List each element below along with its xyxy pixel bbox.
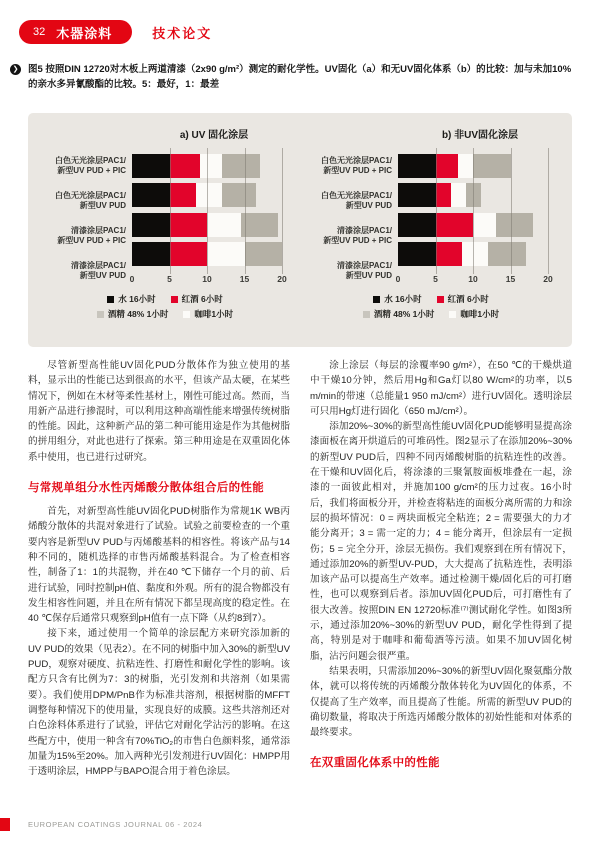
- legend-item: [107, 293, 155, 305]
- body-paragraph: 涂上涂层（每层的涂覆率90 g/m²），在50 ℃的干燥烘道中干燥10分钟，然后用Hg和Ga灯以80 W/cm²的功率，以5 m/min的带速（总能量1 950 mJ/cm²）进行UV固化。透明涂层可只用Hg灯进行固化（650 mJ/cm²）。: [310, 360, 572, 417]
- bar-segment: [132, 242, 170, 266]
- legend-item: [373, 293, 421, 305]
- plot-area: [395, 148, 553, 288]
- bar-segment: [170, 213, 208, 237]
- legend-item: [183, 308, 233, 320]
- axis-tick-label: 0: [129, 273, 135, 284]
- bar-segment: [398, 242, 436, 266]
- gridline: [245, 148, 246, 274]
- legend-item: [437, 293, 489, 305]
- category-axis: [298, 148, 398, 288]
- body-paragraph: 添加20%~30%的新型高性能UV固化PUD能够明显提高涂漆面板在离开烘道后的可堆码性。图2显示了在添加20%~30%的新型UV PUD后，四种不同丙烯酸树脂的抗粘连性的改善。在干燥和UV固化后，将涂漆的三聚氰胺面板堆叠在一起，涂漆的一面彼此相对，并施加100 g/cm²的压力过夜。16小时后，我们将面板分开，并检查将粘连的面板分离所需的力和涂层的损坏情况：0 = 两块面板完全粘连；2 = 需要强大的力才能分离开；3 = 需一定的力；4 = 能分离开，但涂层有一定损伤；5 = 完全分开，涂层无损伤。我们观察到在所有情况下，通过添加20%的新型UV-PUD，大大提高了抗粘连性，表明添加该产品可以提高生产效率。通过检测干燥/固化后的可打磨性，也可以观察到后者。添加UV固化PUD后，可打磨性有了很大改善。按照DIN EN 12720标准⁽⁷⁾测试耐化学性。如图3所示，通过添加20%~30%的新型UV PUD，耐化学性得到了提高，特别是对于咖啡和葡萄酒等污渍。如果不加UV固化树脂，沾污问题会很严重。: [310, 421, 572, 662]
- axis-tick-label: 0: [395, 273, 401, 284]
- bar-segment: [222, 183, 256, 207]
- gridline: [207, 148, 208, 274]
- chart-title: a) UV 固化涂层: [179, 130, 249, 141]
- section-heading: 在双重固化体系中的性能: [310, 757, 440, 770]
- arrow-bullet-icon: ❯: [10, 64, 21, 75]
- page-header: [19, 20, 212, 44]
- body-paragraph: 尽管新型高性能UV固化PUD分散体作为独立使用的基料，显示出的性能已达到很高的水平，但该产品太硬，在某些情况下，例如在木材等柔性基材上，刚性可能过高。然而，当用新产品进行掺混时，可以利用这种高端性能来增强传统树脂的性能。因此，这种新产品的第二种可能用途是作为其他树脂的拼用组分，对此也进行了探索。第三种用途是在双重固化体系中使用，也已进行过研究。: [28, 360, 290, 463]
- bar-segment: [496, 213, 534, 237]
- axis-tick-label: 5: [167, 273, 172, 284]
- bar-segment: [398, 213, 436, 237]
- bar-segment: [398, 183, 436, 207]
- journal-footer: EUROPEAN COATINGS JOURNAL 06 - 2024: [28, 820, 203, 829]
- chart-legend: [298, 293, 564, 320]
- axis-tick-label: 5: [433, 273, 438, 284]
- bar-segment: [462, 242, 488, 266]
- category-label: 清漆涂层PAC1/ 新型UV PUD + PIC: [57, 225, 126, 245]
- bar-segment: [241, 213, 279, 237]
- bar-segment: [245, 242, 283, 266]
- gridline: [511, 148, 512, 274]
- legend-label: 咖啡1小时: [194, 309, 234, 319]
- legend-swatch: [437, 296, 444, 303]
- legend-label: 红酒 6小时: [447, 294, 489, 304]
- left-column: [28, 358, 290, 779]
- bar-segment: [170, 183, 196, 207]
- legend-label: 咖啡1小时: [460, 309, 500, 319]
- legend-swatch: [373, 296, 380, 303]
- bar-segment: [473, 213, 496, 237]
- legend-item: [171, 293, 223, 305]
- legend-label: 水 16小时: [384, 294, 422, 304]
- article-body: [28, 358, 572, 779]
- body-paragraph: 首先，对新型高性能UV固化PUD树脂作为常规1K WB丙烯酸分散体的共混对象进行了试验。试验之前要检查的一个重要内容是新型UV PUD与丙烯酸基料的相容性。将该产品与14种不同的，随机选择的市售丙烯酸基料混合。为了检查相容性，制备了1：1的共混物，并在40 ℃下储存一个月的前、后进行试验，同时控制pH值、黏度和外观。所有的混合物都没有发生相容性问题，并且在所有情况下都呈现高度的稳定性。在40 ℃保存后通常只观察到pH值有一点下降（从约8到7）。: [28, 506, 290, 625]
- bar-segment: [207, 242, 245, 266]
- bar-segment: [132, 213, 170, 237]
- body-paragraph: 结果表明，只需添加20%~30%的新型UV固化聚氨酯分散体，就可以将传统的丙烯酸分散体转化为UV固化的体系，不仅提高了生产效率，而且提高了性能。所需的新型UV PUD的确切数量，将取决于所选丙烯酸分散体的初始性能和对体系的最终要求。: [310, 665, 572, 739]
- gridline: [548, 148, 549, 274]
- section-title: 木器涂料: [56, 25, 113, 41]
- gridline: [436, 148, 437, 274]
- category-label: 清漆涂层PAC1/ 新型UV PUD + PIC: [323, 225, 392, 245]
- legend-swatch: [97, 311, 104, 318]
- section-heading: 与常规单组分水性丙烯酸分散体组合后的性能: [28, 482, 264, 495]
- legend-label: 酒精 48% 1小时: [107, 309, 169, 319]
- chart-panel: [28, 113, 572, 347]
- gridline: [282, 148, 283, 274]
- bar-segment: [458, 154, 473, 178]
- bar-segment: [132, 183, 170, 207]
- gridline: [170, 148, 171, 274]
- right-column: [310, 358, 572, 779]
- category-label: 清漆涂层PAC1/ 新型UV PUD: [337, 260, 392, 280]
- legend-item: [97, 308, 168, 320]
- page-number: 32: [33, 26, 46, 38]
- axis-tick-label: 20: [277, 273, 287, 284]
- gridline: [473, 148, 474, 274]
- legend-label: 红酒 6小时: [181, 294, 223, 304]
- legend-item: [363, 308, 434, 320]
- bar-segment: [436, 183, 451, 207]
- axis-tick-label: 10: [468, 273, 478, 284]
- bar-segment: [398, 154, 436, 178]
- chart-legend: [32, 293, 298, 320]
- axis-tick-label: 10: [202, 273, 212, 284]
- bar-segment: [436, 213, 474, 237]
- section-pill: [19, 20, 132, 44]
- figure-caption: [10, 62, 578, 92]
- category-label: 清漆涂层PAC1/ 新型UV PUD: [71, 260, 126, 280]
- axis-tick-label: 15: [505, 273, 516, 284]
- body-paragraph: 接下来，通过使用一个简单的涂层配方来研究添加新的UV PUD的效果（见表2）。在不同的树脂中加入30%的新型UV PUD，观察对硬度、抗粘连性、打磨性和耐化学性的影响。该配方只含有比例为7：3的树脂，光引发剂和共溶剂（如果需要）。我们使用DPM/PnB作为标准共溶剂，根据树脂的MFFT调整每种情况下的使用量，实现良好的成膜。这些共溶剂还对白色涂料体系进行了试验，评估它对耐化学沾污的影响。在这些配方中，使用一种含有70%TiO₂的市售白色颜料浆，通常添加量为15%至20%。加入两种光引发剂进行UV固化：HMPP用于透明涂层，HMPP与BAPO混合用于着色涂层。: [28, 628, 290, 778]
- axis-tick-label: 15: [239, 273, 250, 284]
- bar-segment: [488, 242, 526, 266]
- legend-swatch: [183, 311, 190, 318]
- bar-segment: [170, 154, 200, 178]
- legend-item: [449, 308, 499, 320]
- legend-swatch: [107, 296, 114, 303]
- legend-swatch: [449, 311, 456, 318]
- category-label: 白色无光涂层PAC1/ 新型UV PUD + PIC: [321, 155, 392, 175]
- chart-title: b) 非UV固化涂层: [441, 130, 519, 141]
- bar-segment: [222, 154, 260, 178]
- footer-red-mark: [0, 818, 10, 831]
- bar-segment: [200, 154, 223, 178]
- figure-caption-text: 图5 按照DIN 12720对木板上两道清漆（2x90 g/m²）测定的耐化学性。UV固化（a）和无UV固化体系（b）的比较：加与未加10%的亲水多异氰酸酯的比较。5：最好，1：最差: [28, 64, 572, 90]
- chart-uv-cured: [32, 123, 298, 347]
- legend-swatch: [171, 296, 178, 303]
- bar-segment: [436, 154, 459, 178]
- category-label: 白色无光涂层PAC1/ 新型UV PUD: [55, 190, 126, 210]
- bar-segment: [207, 213, 241, 237]
- chart-non-uv-cured: [298, 123, 564, 347]
- bar-segment: [451, 183, 466, 207]
- category-axis: [32, 148, 132, 288]
- article-type-label: 技术论文: [152, 25, 213, 41]
- category-label: 白色无光涂层PAC1/ 新型UV PUD: [321, 190, 392, 210]
- bar-segment: [132, 154, 170, 178]
- bar-segment: [170, 242, 208, 266]
- bar-segment: [196, 183, 222, 207]
- category-label: 白色无光涂层PAC1/ 新型UV PUD + PIC: [55, 155, 126, 175]
- legend-label: 酒精 48% 1小时: [373, 309, 435, 319]
- axis-tick-label: 20: [543, 273, 553, 284]
- legend-label: 水 16小时: [118, 294, 156, 304]
- bar-segment: [436, 242, 462, 266]
- bar-segment: [473, 154, 511, 178]
- legend-swatch: [363, 311, 370, 318]
- plot-area: [129, 148, 287, 288]
